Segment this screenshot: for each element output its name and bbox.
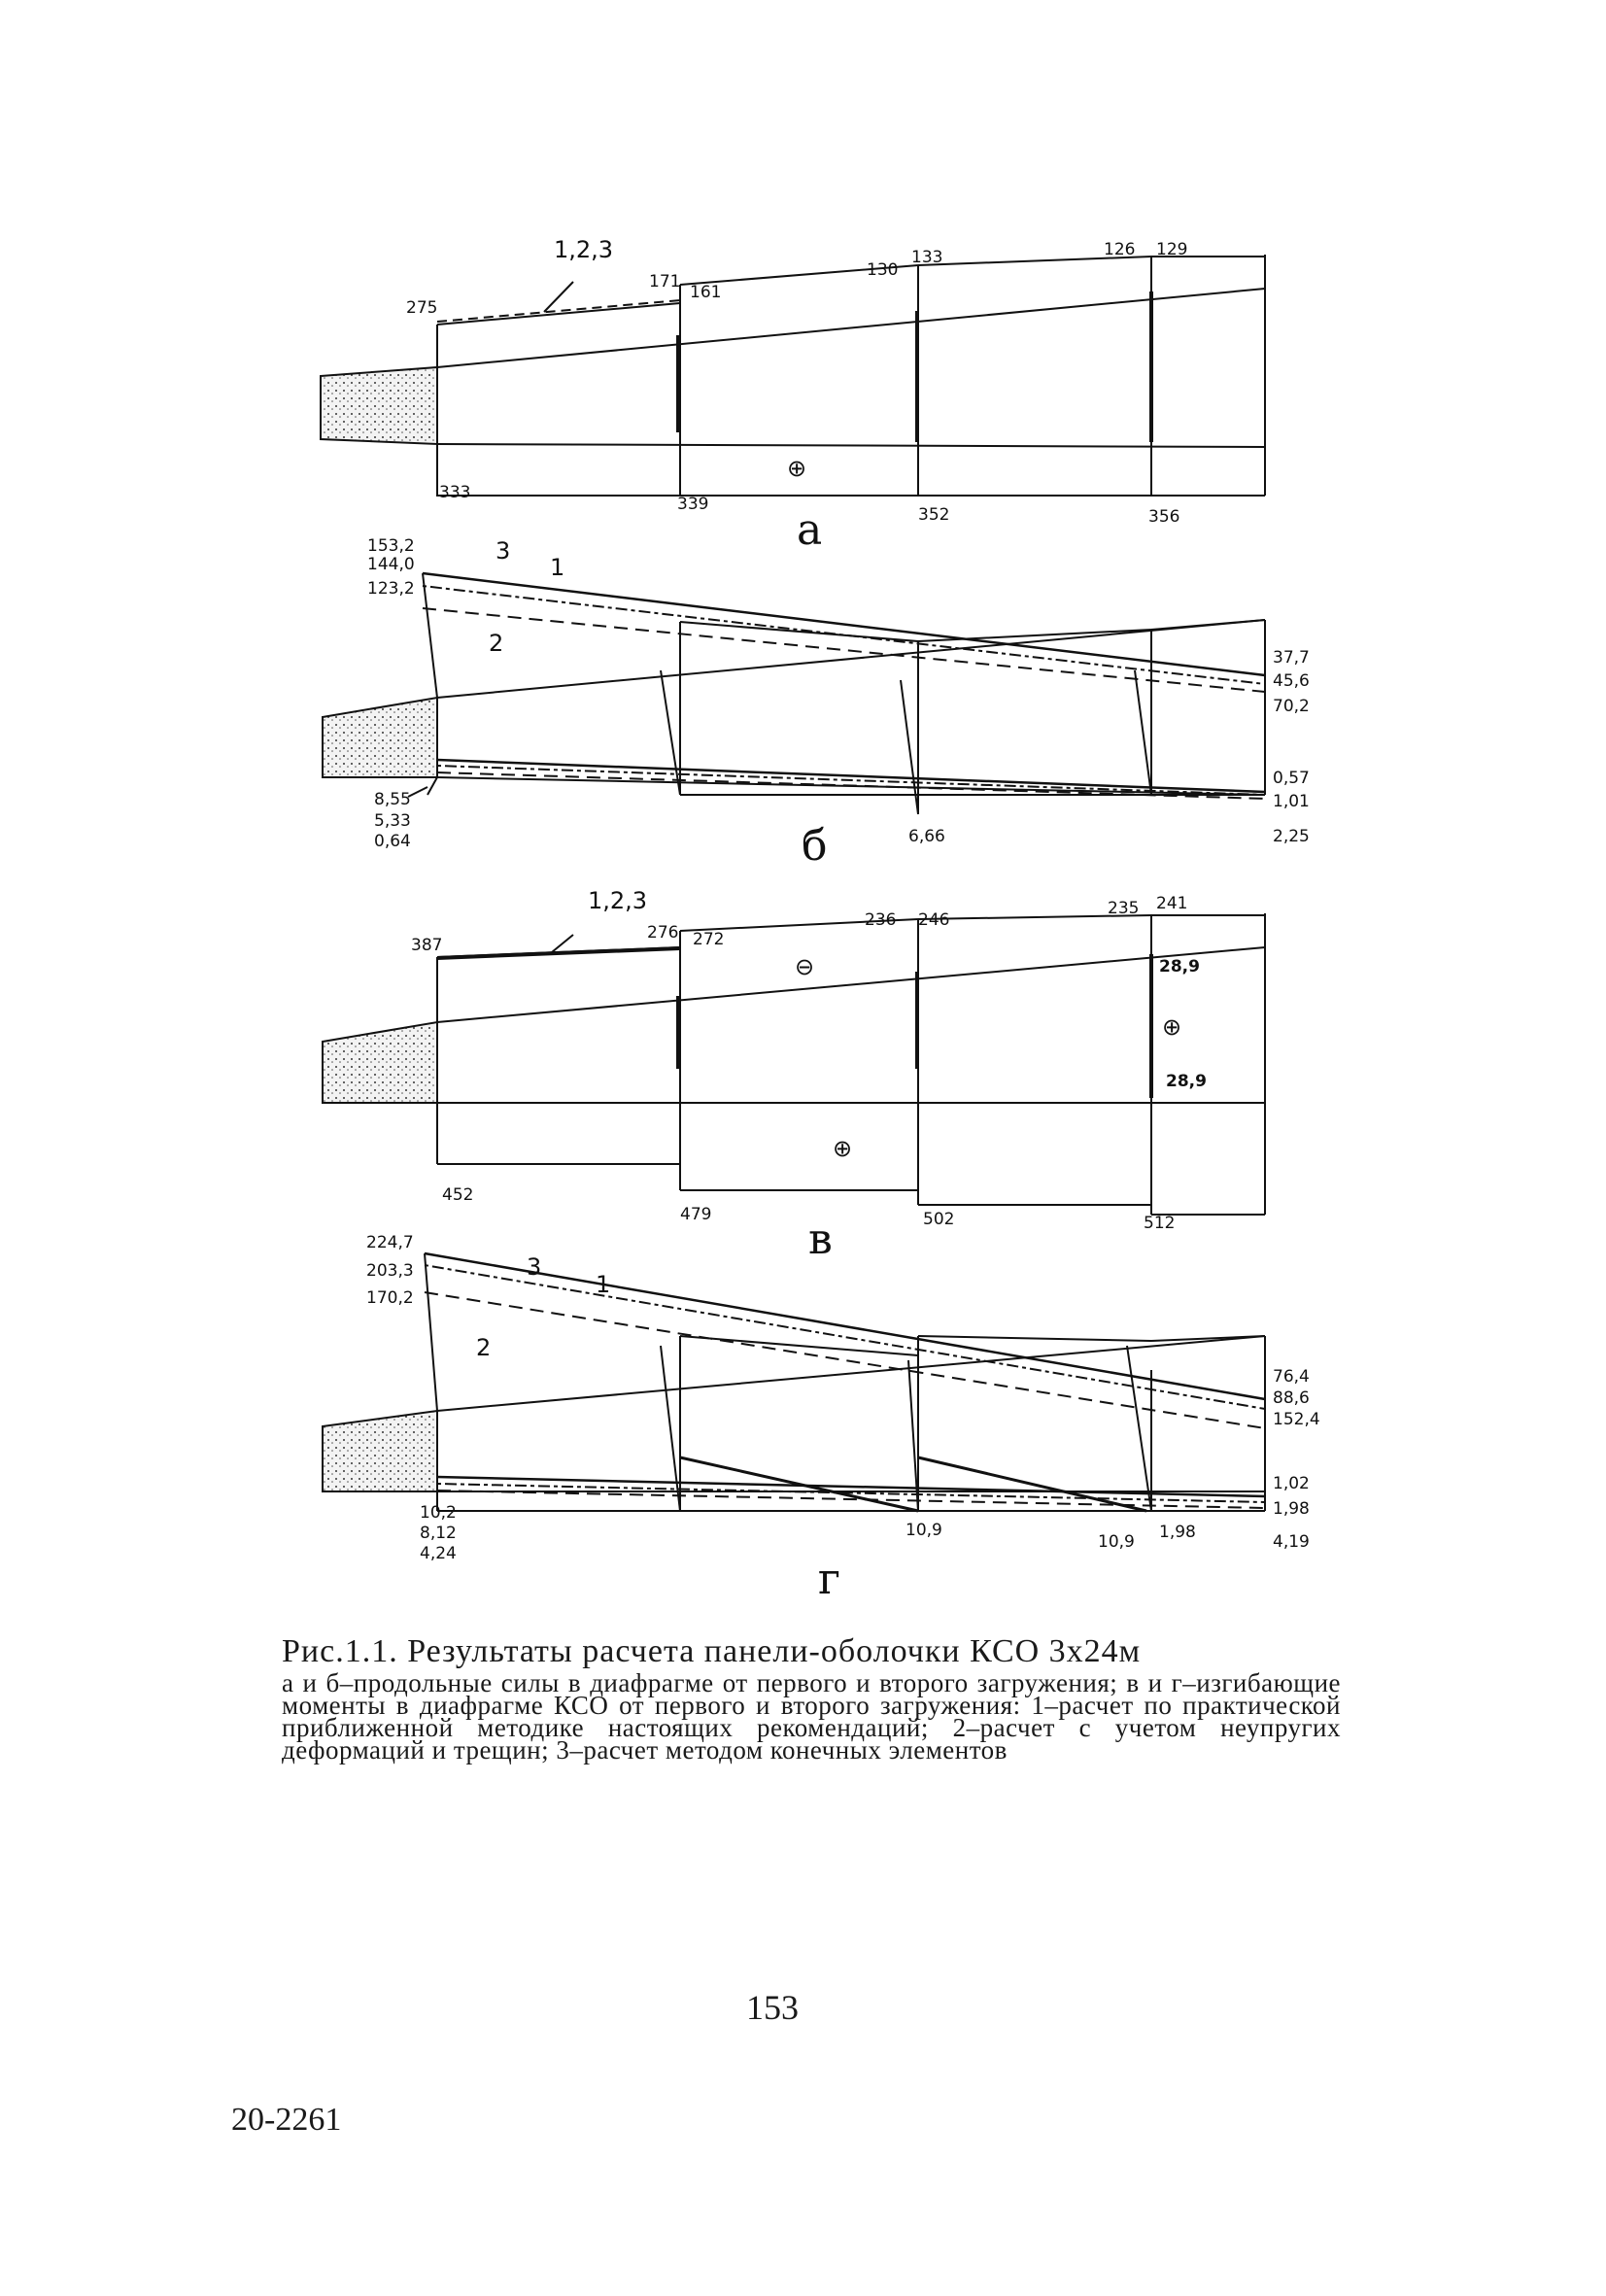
diagram-c-bottom-value: 512 (1144, 1214, 1176, 1233)
caption-body: а и б–продольные силы в диафрагме от первого и второго загружения; в и г–изгибающие моменты в диафрагме КСО от первого и второго загружения: 1–расчет по практической приближенной методике настоящих рекомендаций; 2–расчет с учетом неупругих деформаций и трещин; 3–расчет методом конечных элементов (282, 1668, 1341, 1765)
diagram-d-left-bottom-value: 10,2 (420, 1503, 457, 1523)
caption-title: Рис.1.1. Результаты расчета панели-оболочки КСО 3х24м (282, 1633, 1142, 1669)
diagram-c-top-value: 246 (918, 910, 950, 930)
diagram-d-right-top-value: 76,4 (1273, 1367, 1310, 1387)
diagram-b-curve-label: 3 (495, 537, 511, 565)
diagram-c-bottom-value: 479 (680, 1205, 712, 1224)
diagram-a-top-value: 130 (867, 260, 899, 280)
diagram-d-curve-label: 2 (476, 1334, 492, 1361)
diagram-c-top-value: 241 (1156, 894, 1188, 913)
diagram-c-end-block (323, 1022, 437, 1103)
diagram-c-top-value: 236 (865, 910, 897, 930)
diagram-b-curve-label: 2 (489, 630, 504, 657)
diagram-d-curve-label: 1 (596, 1271, 611, 1298)
diagram-a-top-value: 133 (911, 248, 943, 267)
diagram-b-left-top-value: 153,2 (367, 536, 415, 556)
diagram-a-bottom-value: 356 (1148, 507, 1180, 527)
diagram-c (323, 913, 1265, 1215)
diagram-b-left-bottom-value: 8,55 (374, 790, 411, 809)
diagram-a-callout-label: 1,2,3 (554, 236, 614, 263)
diagram-b-right-top-value: 45,6 (1273, 671, 1310, 691)
diagram-d-right-top-value: 88,6 (1273, 1388, 1310, 1408)
diagram-b-right-bottom-value: 0,57 (1273, 769, 1310, 788)
diagram-d-right-bottom-value: 1,98 (1273, 1499, 1310, 1519)
diagram-c-bottom-value: 502 (923, 1210, 955, 1229)
diagram-d-right-top-value: 152,4 (1273, 1410, 1320, 1429)
diagram-b-end-block (323, 698, 437, 777)
diagram-c-right-value: 28,9 (1159, 957, 1200, 977)
figure-caption (282, 1633, 1341, 1765)
diagram-d (323, 1253, 1265, 1511)
page-number: 153 (746, 1988, 799, 2027)
diagram-d-left-top-value: 224,7 (366, 1233, 414, 1252)
diagram-a-end-block (321, 367, 437, 444)
diagram-a-top-value: 129 (1156, 240, 1188, 259)
diagram-b-left-bottom-value: 5,33 (374, 811, 411, 831)
diagram-a-bottom-value: 333 (439, 483, 471, 502)
plus-sign-icon: ⊕ (787, 455, 807, 482)
diagram-d-left-bottom-value: 8,12 (420, 1524, 457, 1543)
diagram-a-top-value: 171 (649, 272, 681, 291)
diagram-b (323, 573, 1265, 814)
diagram-d-right-bottom-value: 4,19 (1273, 1532, 1310, 1552)
diagram-d-mid-bottom-value: 10,9 (906, 1521, 942, 1540)
diagram-c-top-value: 272 (693, 930, 725, 949)
diagram-a-bottom-value: 339 (677, 495, 709, 514)
diagram-a-letter: а (797, 505, 823, 555)
diagram-a-bottom-value: 352 (918, 505, 950, 525)
diagram-c-letter: в (808, 1215, 833, 1264)
diagram-b-right-bottom-value: 1,01 (1273, 792, 1310, 811)
diagram-b-right-top-value: 70,2 (1273, 697, 1310, 716)
diagram-b-left-top-value: 123,2 (367, 579, 415, 599)
diagram-d-mid-bottom-value: 1,98 (1159, 1523, 1196, 1542)
diagram-b-right-top-value: 37,7 (1273, 648, 1310, 668)
plus-sign-icon: ⊕ (1162, 1013, 1182, 1041)
diagram-d-left-top-value: 170,2 (366, 1288, 414, 1308)
diagram-b-left-top-value: 144,0 (367, 555, 415, 574)
diagram-a-top-value: 126 (1104, 240, 1136, 259)
diagram-c-top-value: 276 (647, 923, 679, 942)
diagram-a-top-value: 161 (690, 283, 722, 302)
diagram-b-mid-bottom-value: 6,66 (908, 827, 945, 846)
diagram-c-bottom-value: 452 (442, 1185, 474, 1205)
diagram-b-left-bottom-value: 0,64 (374, 832, 411, 851)
diagram-d-end-block (323, 1411, 437, 1491)
minus-sign-icon: ⊖ (795, 953, 815, 980)
diagram-b-curve-label: 1 (550, 554, 565, 581)
diagram-b-letter: б (802, 821, 828, 871)
diagram-d-left-bottom-value: 4,24 (420, 1544, 457, 1563)
diagram-d-left-top-value: 203,3 (366, 1261, 414, 1281)
diagram-b-right-bottom-value: 2,25 (1273, 827, 1310, 846)
plus-sign-icon: ⊕ (833, 1135, 853, 1162)
document-code: 20-2261 (231, 2102, 342, 2138)
diagram-c-top-left-value: 387 (411, 936, 443, 955)
diagram-d-letter: г (818, 1555, 841, 1604)
diagram-c-callout-label: 1,2,3 (588, 887, 648, 914)
diagram-a-top-left-value: 275 (406, 298, 438, 318)
diagram-c-top-value: 235 (1108, 899, 1140, 918)
diagram-d-right-bottom-value: 1,02 (1273, 1474, 1310, 1493)
diagram-d-curve-label: 3 (527, 1253, 542, 1281)
diagram-c-right-value: 28,9 (1166, 1072, 1207, 1091)
diagram-d-mid-bottom-value: 10,9 (1098, 1532, 1135, 1552)
